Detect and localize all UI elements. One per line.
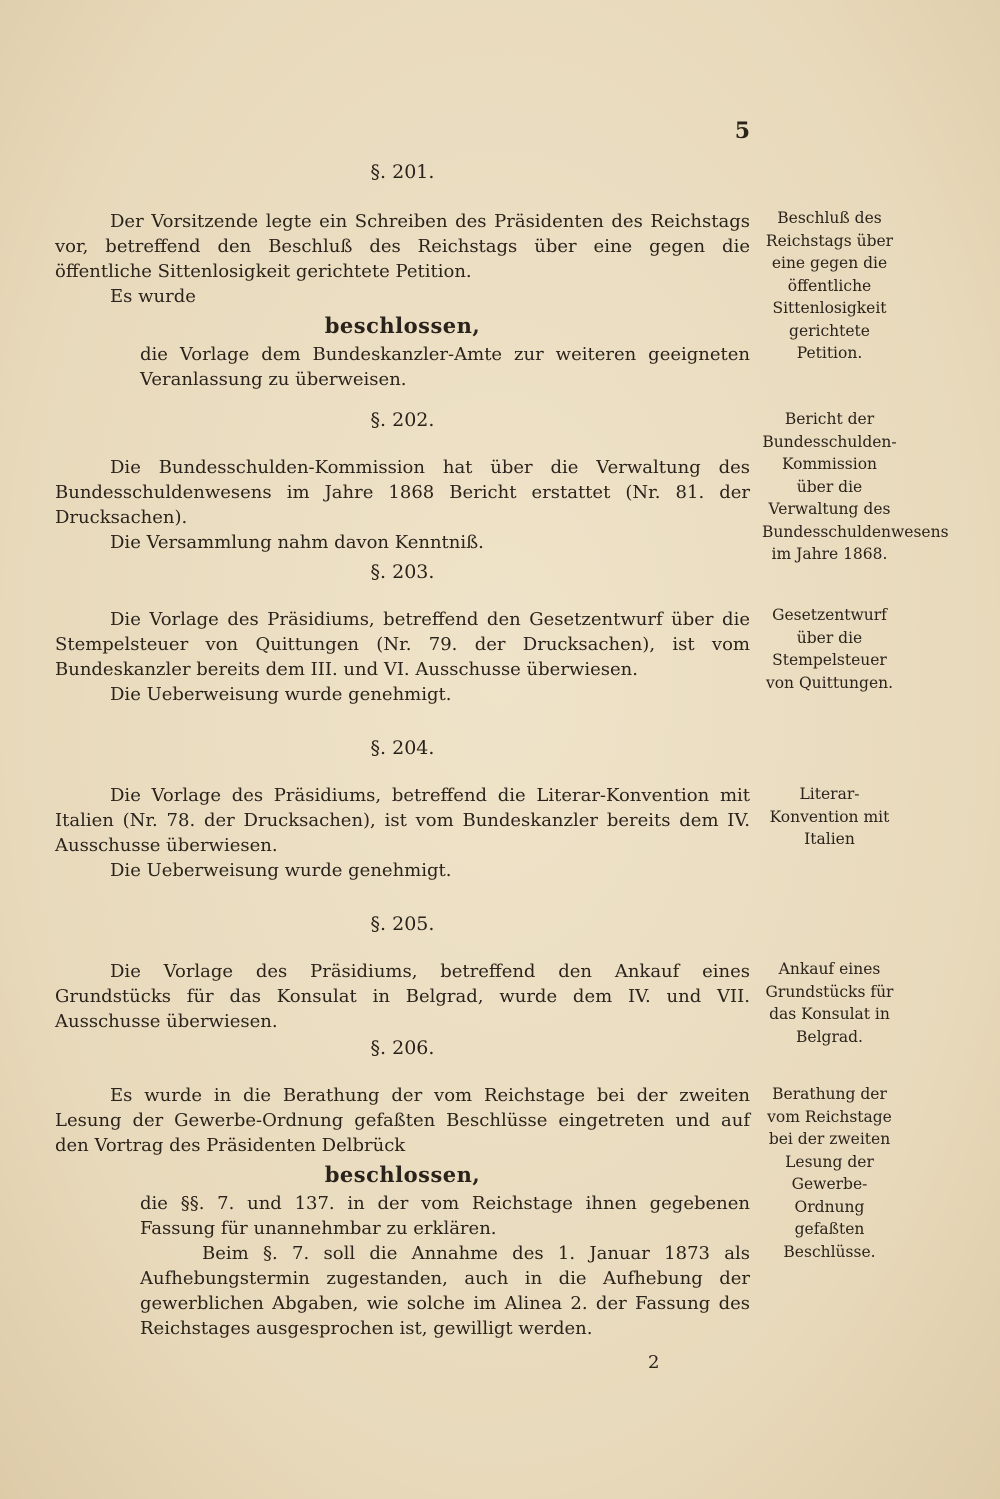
resolution-verb: beschlossen, (324, 313, 481, 338)
section-heading: §. 204. (370, 737, 435, 759)
section-heading: §. 202. (370, 409, 435, 431)
section-paragraph: Die Vorlage des Präsidiums, betreffend die Literar-Konvention mit Italien (Nr. 78. der Drucksachen), ist vom Bundeskanzler bereits dem IV. Ausschusse überwiesen. (55, 785, 750, 856)
section-paragraph: Es wurde in die Berathung der vom Reichstage bei der zweiten Lesung der Gewerbe-Ordnung gefaßten Beschlüsse eingetreten und auf den Vortrag des Präsidenten Delbrück (55, 1085, 750, 1156)
section-paragraph: Es wurde (110, 286, 196, 307)
section-205 (55, 912, 750, 1034)
section-paragraph: die §§. 7. und 137. in der vom Reichstage ihnen gegebenen Fassung für unannehmbar zu erklären. (140, 1193, 750, 1239)
margin-note-203: Gesetzentwurf über die Stempelsteuer von Quittungen. (765, 606, 894, 692)
section-heading: §. 206. (370, 1037, 435, 1059)
section-heading: §. 201. (370, 161, 435, 183)
section-201 (55, 160, 750, 392)
section-paragraph: Die Versammlung nahm davon Kenntniß. (110, 532, 484, 553)
section-paragraph: die Vorlage dem Bundeskanzler-Amte zur weiteren geeigneten Veranlassung zu überweisen. (140, 344, 750, 390)
section-paragraph: Die Vorlage des Präsidiums, betreffend den Gesetzentwurf über die Stempelsteuer von Quittungen (Nr. 79. der Drucksachen), ist vom Bundeskanzler bereits dem III. und VI. Ausschusse überwiesen. (55, 609, 750, 680)
resolution-verb: beschlossen, (324, 1162, 481, 1187)
section-206 (55, 1036, 750, 1341)
margin-note-206: Berathung der vom Reichstage bei der zweiten Lesung der Gewerbe-Ordnung gefaßten Beschlüsse. (767, 1085, 892, 1261)
margin-note-205: Ankauf eines Grundstücks für das Konsulat in Belgrad. (765, 960, 894, 1046)
section-heading: §. 203. (370, 561, 435, 583)
section-204 (55, 736, 750, 883)
section-paragraph: Die Ueberweisung wurde genehmigt. (110, 860, 452, 881)
section-heading: §. 205. (370, 913, 435, 935)
section-203 (55, 560, 750, 707)
section-paragraph: Die Bundesschulden-Kommission hat über die Verwaltung des Bundesschuldenwesens im Jahre 1868 Bericht erstattet (Nr. 81. der Drucksachen). (55, 457, 750, 528)
section-paragraph: Beim §. 7. soll die Annahme des 1. Januar 1873 als Aufhebungstermin zugestanden, auch in die Aufhebung der gewerblichen Abgaben, wie solche im Alinea 2. der Fassung des Reichstages ausgesprochen ist, gewilligt werden. (140, 1243, 750, 1339)
margin-note-202: Bericht der Bundesschulden-Kommission über die Verwaltung des Bundesschuldenwesens im Jahre 1868. (762, 410, 949, 563)
margin-note-201: Beschluß des Reichstags über eine gegen die öffentliche Sittenlosigkeit gerichtete Petition. (765, 209, 894, 362)
page-number: 5 (734, 118, 750, 144)
section-202 (55, 408, 750, 555)
signature-mark: 2 (648, 1352, 660, 1373)
section-paragraph: Die Vorlage des Präsidiums, betreffend den Ankauf eines Grundstücks für das Konsulat in Belgrad, wurde dem IV. und VII. Ausschusse überwiesen. (55, 961, 750, 1032)
section-paragraph: Der Vorsitzende legte ein Schreiben des Präsidenten des Reichstags vor, betreffend den Beschluß des Reichstags über eine gegen die öffentliche Sittenlosigkeit gerichtete Petition. (55, 211, 750, 282)
section-paragraph: Die Ueberweisung wurde genehmigt. (110, 684, 452, 705)
margin-note-204: Literar-Konvention mit Italien (769, 785, 890, 848)
